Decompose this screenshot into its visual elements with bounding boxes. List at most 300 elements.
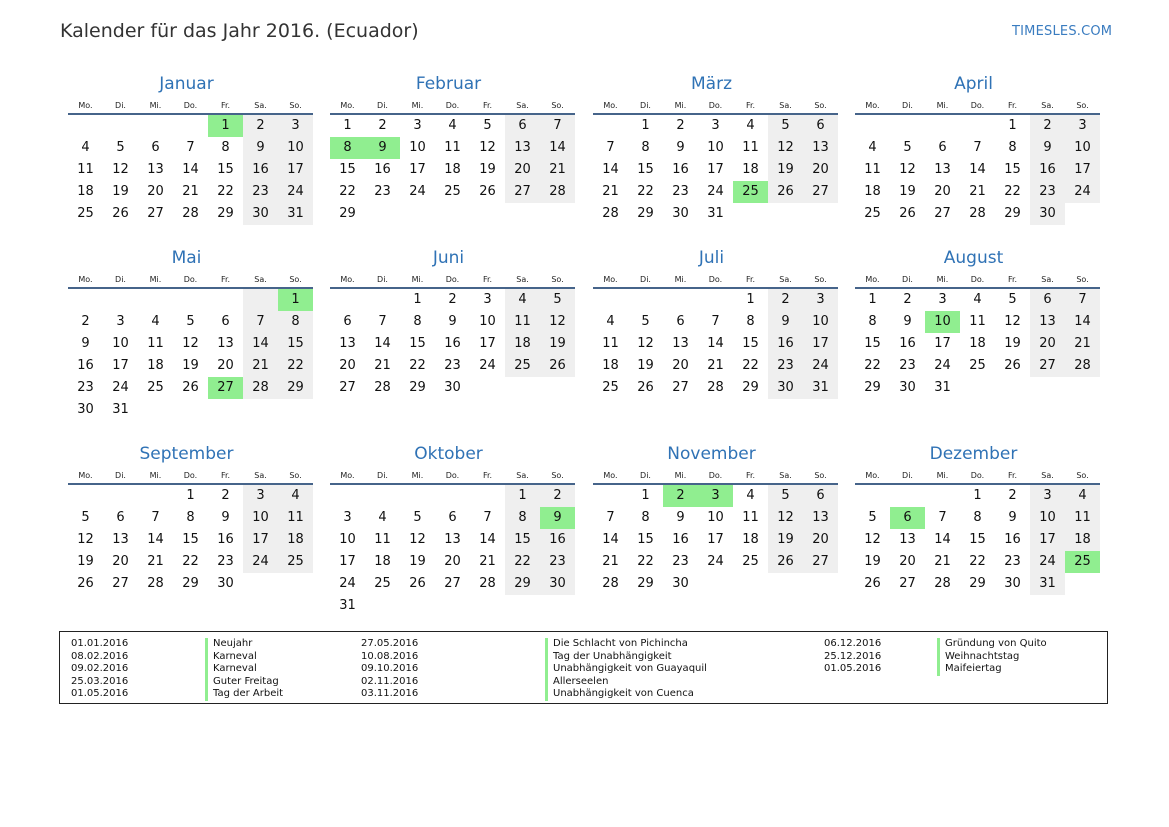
- weekday-label: Mi.: [411, 471, 424, 480]
- day-cell: 13: [505, 137, 540, 159]
- day-cell: 3: [483, 292, 492, 307]
- day-cell: 16: [768, 333, 803, 355]
- day-cell: 25: [864, 206, 881, 221]
- day-cell: 11: [969, 314, 986, 329]
- day-cell: 22: [637, 554, 654, 569]
- empty-cell: [68, 485, 103, 507]
- empty-cell: [1030, 377, 1065, 399]
- day-cell: 15: [182, 532, 199, 547]
- day-cell: 6: [343, 314, 352, 329]
- day-cell: 5: [868, 510, 877, 525]
- empty-cell: [173, 289, 208, 311]
- weekday-label: Sa.: [1041, 101, 1054, 110]
- month-januar: [68, 73, 313, 225]
- day-cell: 30: [672, 206, 689, 221]
- day-cell: 24: [409, 184, 426, 199]
- day-cell: 26: [540, 355, 575, 377]
- day-cell: 10: [112, 336, 129, 351]
- day-cell: 10: [479, 314, 496, 329]
- weekday-label: Mo.: [865, 471, 880, 480]
- day-cell: 30: [217, 576, 234, 591]
- day-cell: 8: [868, 314, 877, 329]
- empty-cell: [855, 485, 890, 507]
- day-cell: 2: [378, 118, 387, 133]
- day-cell: 14: [602, 532, 619, 547]
- day-cell: 7: [606, 510, 615, 525]
- holiday-date: 27.05.2016: [361, 638, 419, 649]
- day-cell: 14: [1065, 311, 1100, 333]
- empty-cell: [733, 203, 768, 225]
- empty-cell: [470, 485, 505, 507]
- empty-cell: [103, 485, 138, 507]
- day-cell: 24: [339, 576, 356, 591]
- weekday-label: Di.: [377, 471, 388, 480]
- day-cell: 14: [374, 336, 391, 351]
- weekday-header: [330, 465, 575, 483]
- day-cell: 4: [378, 510, 387, 525]
- month-februar: [330, 73, 575, 225]
- holiday-name: Unabhängigkeit von Cuenca: [545, 688, 694, 701]
- day-cell: 11: [742, 510, 759, 525]
- weekday-label: Sa.: [1041, 275, 1054, 284]
- holiday-date: 03.11.2016: [361, 688, 419, 699]
- day-cell: 20: [112, 554, 129, 569]
- day-cell: 25: [374, 576, 391, 591]
- weekday-label: So.: [814, 101, 827, 110]
- weekday-label: Do.: [183, 471, 198, 480]
- day-cell: 25: [1065, 551, 1100, 573]
- weekday-header: [593, 269, 838, 287]
- empty-cell: [435, 595, 470, 617]
- empty-cell: [505, 203, 540, 225]
- day-cell: 15: [339, 162, 356, 177]
- weekday-header: [68, 465, 313, 483]
- month-name: April: [954, 74, 993, 94]
- weekday-header: [855, 465, 1100, 483]
- day-cell: 30: [1030, 203, 1065, 225]
- day-cell: 22: [864, 358, 881, 373]
- day-cell: 18: [969, 336, 986, 351]
- day-cell: 31: [707, 206, 724, 221]
- day-cell: 28: [243, 377, 278, 399]
- empty-cell: [698, 573, 733, 595]
- day-cell: 15: [278, 333, 313, 355]
- day-cell: 8: [973, 510, 982, 525]
- day-grid: [68, 485, 313, 595]
- empty-cell: [400, 203, 435, 225]
- month-name: März: [691, 74, 732, 94]
- day-cell: 1: [278, 289, 313, 311]
- day-cell: 6: [505, 115, 540, 137]
- day-cell: 3: [116, 314, 125, 329]
- day-cell: 31: [803, 377, 838, 399]
- weekday-label: Do.: [445, 275, 460, 284]
- weekday-label: Mo.: [340, 101, 355, 110]
- day-cell: 12: [77, 532, 94, 547]
- empty-cell: [540, 377, 575, 399]
- day-cell: 9: [81, 336, 90, 351]
- empty-cell: [995, 377, 1030, 399]
- day-cell: 18: [742, 532, 759, 547]
- empty-cell: [505, 595, 540, 617]
- day-cell: 21: [479, 554, 496, 569]
- day-cell: 16: [1030, 159, 1065, 181]
- weekday-label: Fr.: [1007, 101, 1018, 110]
- day-cell: 8: [330, 137, 365, 159]
- day-cell: 21: [1065, 333, 1100, 355]
- day-cell: 1: [746, 292, 755, 307]
- month-name: Juni: [432, 248, 465, 268]
- day-cell: 9: [1008, 510, 1017, 525]
- holiday-date: 25.12.2016: [824, 650, 882, 662]
- holiday-name: Gründung von Quito: [937, 638, 1047, 651]
- day-cell: 9: [243, 137, 278, 159]
- empty-cell: [960, 377, 995, 399]
- holiday-date: 08.02.2016: [71, 650, 129, 662]
- day-cell: 4: [973, 292, 982, 307]
- day-cell: 12: [768, 507, 803, 529]
- weekday-label: Di.: [902, 471, 913, 480]
- day-cell: 27: [112, 576, 129, 591]
- day-cell: 25: [505, 355, 540, 377]
- empty-cell: [278, 573, 313, 595]
- weekday-label: Mi.: [149, 471, 162, 480]
- day-cell: 19: [864, 554, 881, 569]
- day-cell: 26: [768, 181, 803, 203]
- day-cell: 3: [1065, 115, 1100, 137]
- day-cell: 18: [505, 333, 540, 355]
- day-cell: 12: [637, 336, 654, 351]
- weekday-label: Do.: [708, 275, 723, 284]
- day-cell: 8: [641, 510, 650, 525]
- day-cell: 7: [1065, 289, 1100, 311]
- month-mai: [68, 247, 313, 421]
- weekday-label: Di.: [115, 471, 126, 480]
- empty-cell: [1065, 203, 1100, 225]
- weekday-header: [855, 269, 1100, 287]
- day-cell: 29: [409, 380, 426, 395]
- day-cell: 17: [409, 162, 426, 177]
- weekday-label: So.: [551, 471, 564, 480]
- day-cell: 1: [1008, 118, 1017, 133]
- empty-cell: [243, 289, 278, 311]
- month-name: September: [139, 444, 234, 464]
- day-cell: 8: [221, 140, 230, 155]
- day-cell: 20: [1030, 333, 1065, 355]
- day-cell: 17: [243, 529, 278, 551]
- weekday-label: Di.: [640, 101, 651, 110]
- day-cell: 11: [505, 311, 540, 333]
- day-cell: 5: [768, 485, 803, 507]
- weekday-label: So.: [1076, 471, 1089, 480]
- weekday-label: Di.: [902, 101, 913, 110]
- day-cell: 15: [969, 532, 986, 547]
- weekday-label: Di.: [640, 275, 651, 284]
- day-cell: 20: [803, 529, 838, 551]
- day-cell: 24: [278, 181, 313, 203]
- day-cell: 25: [969, 358, 986, 373]
- empty-cell: [173, 399, 208, 421]
- weekday-header: [593, 95, 838, 113]
- day-cell: 19: [77, 554, 94, 569]
- day-grid: [855, 485, 1100, 595]
- day-grid: [855, 115, 1100, 225]
- weekday-label: Do.: [183, 275, 198, 284]
- holiday-name: Neujahr: [205, 638, 252, 651]
- empty-cell: [435, 485, 470, 507]
- day-cell: 7: [938, 510, 947, 525]
- day-cell: 4: [81, 140, 90, 155]
- day-cell: 30: [768, 377, 803, 399]
- day-cell: 2: [676, 118, 685, 133]
- day-cell: 27: [444, 576, 461, 591]
- holiday-date: 01.05.2016: [824, 663, 882, 674]
- day-cell: 19: [768, 159, 803, 181]
- month-juli: [593, 247, 838, 399]
- day-cell: 27: [147, 206, 164, 221]
- weekday-label: Sa.: [516, 471, 529, 480]
- day-cell: 24: [1065, 181, 1100, 203]
- day-cell: 12: [768, 137, 803, 159]
- day-cell: 19: [540, 333, 575, 355]
- empty-cell: [68, 115, 103, 137]
- day-cell: 23: [1030, 181, 1065, 203]
- day-cell: 25: [278, 551, 313, 573]
- day-cell: 28: [374, 380, 391, 395]
- weekday-label: Mi.: [936, 101, 949, 110]
- empty-cell: [768, 573, 803, 595]
- day-cell: 28: [602, 576, 619, 591]
- day-cell: 1: [641, 118, 650, 133]
- empty-cell: [330, 289, 365, 311]
- holiday-list: [59, 631, 1108, 704]
- month-september: [68, 443, 313, 595]
- day-cell: 22: [505, 551, 540, 573]
- day-cell: 8: [413, 314, 422, 329]
- empty-cell: [365, 203, 400, 225]
- day-cell: 26: [768, 551, 803, 573]
- weekday-label: So.: [289, 101, 302, 110]
- day-cell: 6: [1030, 289, 1065, 311]
- day-cell: 31: [339, 598, 356, 613]
- day-cell: 19: [768, 529, 803, 551]
- day-cell: 25: [742, 554, 759, 569]
- empty-cell: [435, 203, 470, 225]
- day-cell: 4: [746, 488, 755, 503]
- day-cell: 9: [768, 311, 803, 333]
- day-cell: 16: [672, 162, 689, 177]
- holiday-name: Tag der Unabhängigkeit: [545, 651, 672, 664]
- day-cell: 11: [864, 162, 881, 177]
- day-grid: [330, 115, 575, 225]
- holiday-name: Die Schlacht von Pichincha: [545, 638, 688, 651]
- day-cell: 1: [973, 488, 982, 503]
- day-cell: 6: [116, 510, 125, 525]
- weekday-label: Do.: [183, 101, 198, 110]
- day-cell: 22: [969, 554, 986, 569]
- day-cell: 15: [637, 162, 654, 177]
- day-cell: 2: [243, 115, 278, 137]
- weekday-label: Mi.: [674, 471, 687, 480]
- day-cell: 11: [374, 532, 391, 547]
- holiday-name: Karneval: [205, 651, 257, 664]
- day-cell: 11: [77, 162, 94, 177]
- day-cell: 1: [641, 488, 650, 503]
- day-cell: 13: [1030, 311, 1065, 333]
- weekday-label: Do.: [970, 275, 985, 284]
- day-cell: 11: [278, 507, 313, 529]
- day-cell: 21: [147, 554, 164, 569]
- day-cell: 15: [217, 162, 234, 177]
- empty-cell: [138, 289, 173, 311]
- day-cell: 11: [147, 336, 164, 351]
- day-cell: 14: [479, 532, 496, 547]
- day-cell: 4: [868, 140, 877, 155]
- empty-cell: [365, 485, 400, 507]
- weekday-label: So.: [814, 471, 827, 480]
- day-cell: 5: [1008, 292, 1017, 307]
- day-cell: 13: [803, 507, 838, 529]
- day-cell: 2: [448, 292, 457, 307]
- day-cell: 1: [505, 485, 540, 507]
- day-cell: 27: [803, 181, 838, 203]
- day-cell: 1: [208, 115, 243, 137]
- day-cell: 15: [409, 336, 426, 351]
- day-cell: 23: [217, 554, 234, 569]
- day-cell: 15: [505, 529, 540, 551]
- day-cell: 24: [1030, 551, 1065, 573]
- day-cell: 3: [803, 289, 838, 311]
- day-cell: 25: [147, 380, 164, 395]
- day-cell: 14: [707, 336, 724, 351]
- day-cell: 25: [733, 181, 768, 203]
- weekday-label: Di.: [115, 101, 126, 110]
- day-grid: [330, 485, 575, 617]
- day-grid: [593, 115, 838, 225]
- day-cell: 31: [112, 402, 129, 417]
- holiday-date: 02.11.2016: [361, 675, 419, 687]
- day-cell: 6: [938, 140, 947, 155]
- weekday-label: Mi.: [411, 101, 424, 110]
- day-cell: 30: [444, 380, 461, 395]
- month-oktober: [330, 443, 575, 617]
- day-cell: 9: [676, 510, 685, 525]
- weekday-header: [68, 269, 313, 287]
- day-cell: 18: [444, 162, 461, 177]
- day-cell: 24: [707, 554, 724, 569]
- day-cell: 1: [343, 118, 352, 133]
- day-cell: 2: [1030, 115, 1065, 137]
- month-name: Dezember: [929, 444, 1018, 464]
- brand-link[interactable]: TIMESLES.COM: [1012, 24, 1113, 39]
- day-cell: 30: [672, 576, 689, 591]
- empty-cell: [593, 485, 628, 507]
- day-cell: 14: [934, 532, 951, 547]
- weekday-label: So.: [1076, 275, 1089, 284]
- day-cell: 4: [448, 118, 457, 133]
- day-cell: 18: [602, 358, 619, 373]
- day-cell: 17: [803, 333, 838, 355]
- day-cell: 5: [768, 115, 803, 137]
- weekday-label: Fr.: [220, 275, 231, 284]
- day-cell: 22: [278, 355, 313, 377]
- empty-cell: [138, 115, 173, 137]
- day-cell: 10: [339, 532, 356, 547]
- day-cell: 27: [672, 380, 689, 395]
- day-grid: [68, 289, 313, 421]
- day-cell: 23: [444, 358, 461, 373]
- day-cell: 2: [663, 485, 698, 507]
- weekday-label: Mi.: [674, 101, 687, 110]
- weekday-label: Do.: [445, 101, 460, 110]
- day-cell: 4: [1065, 485, 1100, 507]
- day-cell: 24: [934, 358, 951, 373]
- day-cell: 3: [1030, 485, 1065, 507]
- holiday-date: 01.05.2016: [71, 688, 129, 699]
- weekday-header: [593, 465, 838, 483]
- empty-cell: [1065, 573, 1100, 595]
- day-cell: 11: [602, 336, 619, 351]
- weekday-label: Sa.: [254, 275, 267, 284]
- day-cell: 21: [969, 184, 986, 199]
- day-cell: 21: [934, 554, 951, 569]
- day-cell: 17: [707, 532, 724, 547]
- day-cell: 20: [899, 554, 916, 569]
- page-title: Kalender für das Jahr 2016. (Ecuador): [60, 20, 419, 42]
- day-cell: 26: [182, 380, 199, 395]
- weekday-label: So.: [551, 275, 564, 284]
- day-cell: 17: [479, 336, 496, 351]
- day-cell: 7: [151, 510, 160, 525]
- day-cell: 14: [182, 162, 199, 177]
- day-cell: 6: [890, 507, 925, 529]
- weekday-label: Mi.: [411, 275, 424, 284]
- weekday-header: [68, 95, 313, 113]
- empty-cell: [243, 573, 278, 595]
- empty-cell: [628, 289, 663, 311]
- day-cell: 10: [925, 311, 960, 333]
- empty-cell: [243, 399, 278, 421]
- empty-cell: [803, 203, 838, 225]
- day-cell: 9: [365, 137, 400, 159]
- day-cell: 6: [151, 140, 160, 155]
- weekday-label: Mo.: [340, 471, 355, 480]
- weekday-label: Mi.: [674, 275, 687, 284]
- weekday-label: Mo.: [78, 275, 93, 284]
- month-juni: [330, 247, 575, 399]
- day-cell: 19: [182, 358, 199, 373]
- weekday-label: Mi.: [149, 101, 162, 110]
- day-cell: 19: [409, 554, 426, 569]
- weekday-label: Mi.: [936, 275, 949, 284]
- weekday-label: Di.: [902, 275, 913, 284]
- weekday-label: Fr.: [745, 101, 756, 110]
- empty-cell: [960, 115, 995, 137]
- day-cell: 26: [637, 380, 654, 395]
- month-märz: [593, 73, 838, 225]
- weekday-label: Mo.: [340, 275, 355, 284]
- day-cell: 24: [803, 355, 838, 377]
- weekday-label: Mo.: [603, 275, 618, 284]
- holiday-name: Karneval: [205, 663, 257, 676]
- day-cell: 5: [413, 510, 422, 525]
- weekday-label: Sa.: [516, 275, 529, 284]
- day-cell: 5: [903, 140, 912, 155]
- day-cell: 14: [147, 532, 164, 547]
- day-cell: 24: [479, 358, 496, 373]
- day-cell: 28: [147, 576, 164, 591]
- day-cell: 16: [672, 532, 689, 547]
